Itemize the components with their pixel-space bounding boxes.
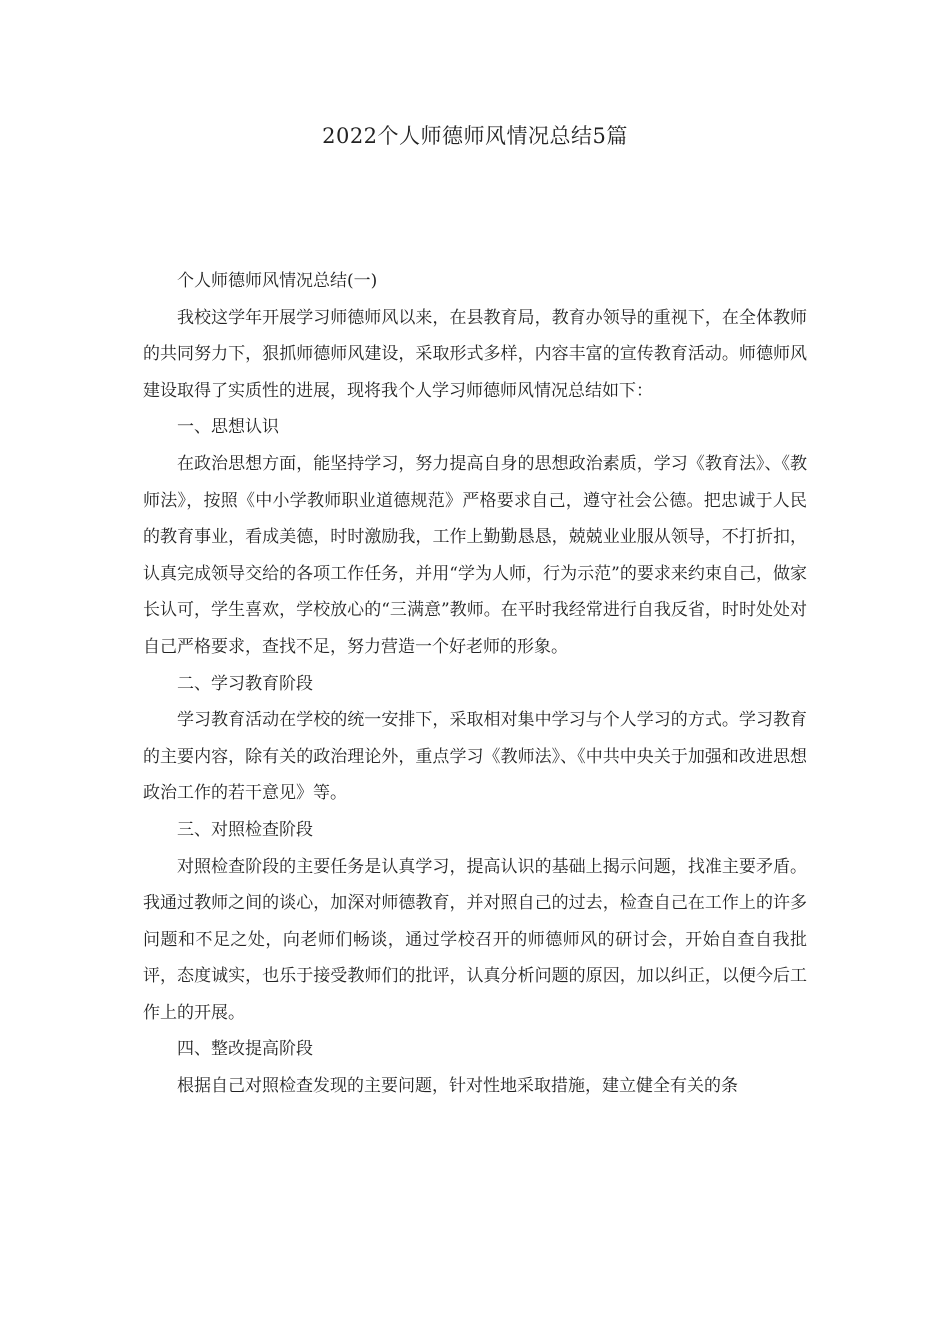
- document-body: [143, 263, 807, 1105]
- section-heading: 四、整改提高阶段: [177, 1039, 313, 1060]
- body-paragraph: 对照检查阶段的主要任务是认真学习，提高认识的基础上揭示问题，找准主要矛盾。我通过教师之间的谈心，加深对师德教育，并对照自己的过去，检查自己在工作上的许多问题和不足之处，向老师们畅谈，通过学校召开的师德师风的研讨会，开始自查自我批评，态度诚实，也乐于接受教师们的批评，认真分析问题的原因，加以纠正，以便今后工作上的开展。: [143, 856, 807, 1023]
- section-heading: 三、对照检查阶段: [177, 819, 313, 840]
- section-heading: 二、学习教育阶段: [177, 673, 313, 694]
- section-heading: 一、思想认识: [177, 417, 279, 438]
- body-paragraph: 根据自己对照检查发现的主要问题，针对性地采取措施，建立健全有关的条: [177, 1076, 738, 1097]
- document-title: 2022个人师德师风情况总结5篇: [322, 124, 628, 148]
- body-paragraph: 学习教育活动在学校的统一安排下，采取相对集中学习与个人学习的方式。学习教育的主要内容，除有关的政治理论外，重点学习《教师法》、《中共中央关于加强和改进思想政治工作的若干意见》等。: [143, 710, 807, 804]
- section-subtitle: 个人师德师风情况总结(一): [177, 271, 378, 291]
- body-paragraph: 在政治思想方面，能坚持学习，努力提高自身的思想政治素质，学习《教育法》、《教师法》，按照《中小学教师职业道德规范》严格要求自己，遵守社会公德。把忠诚于人民的教育事业，看成美德，时时激励我，工作上勤勤恳恳，兢兢业业服从领导，不打折扣，认真完成领导交给的各项工作任务，并用“学为人师，行为示范”的要求来约束自己，做家长认可，学生喜欢，学校放心的“三满意”教师。在平时我经常进行自我反省，时时处处对自己严格要求，查找不足，努力营造一个好老师的形象。: [143, 453, 807, 657]
- body-paragraph: 我校这学年开展学习师德师风以来，在县教育局，教育办领导的重视下，在全体教师的共同努力下，狠抓师德师风建设，采取形式多样，内容丰富的宣传教育活动。师德师风建设取得了实质性的进展，现将我个人学习师德师风情况总结如下：: [143, 307, 807, 401]
